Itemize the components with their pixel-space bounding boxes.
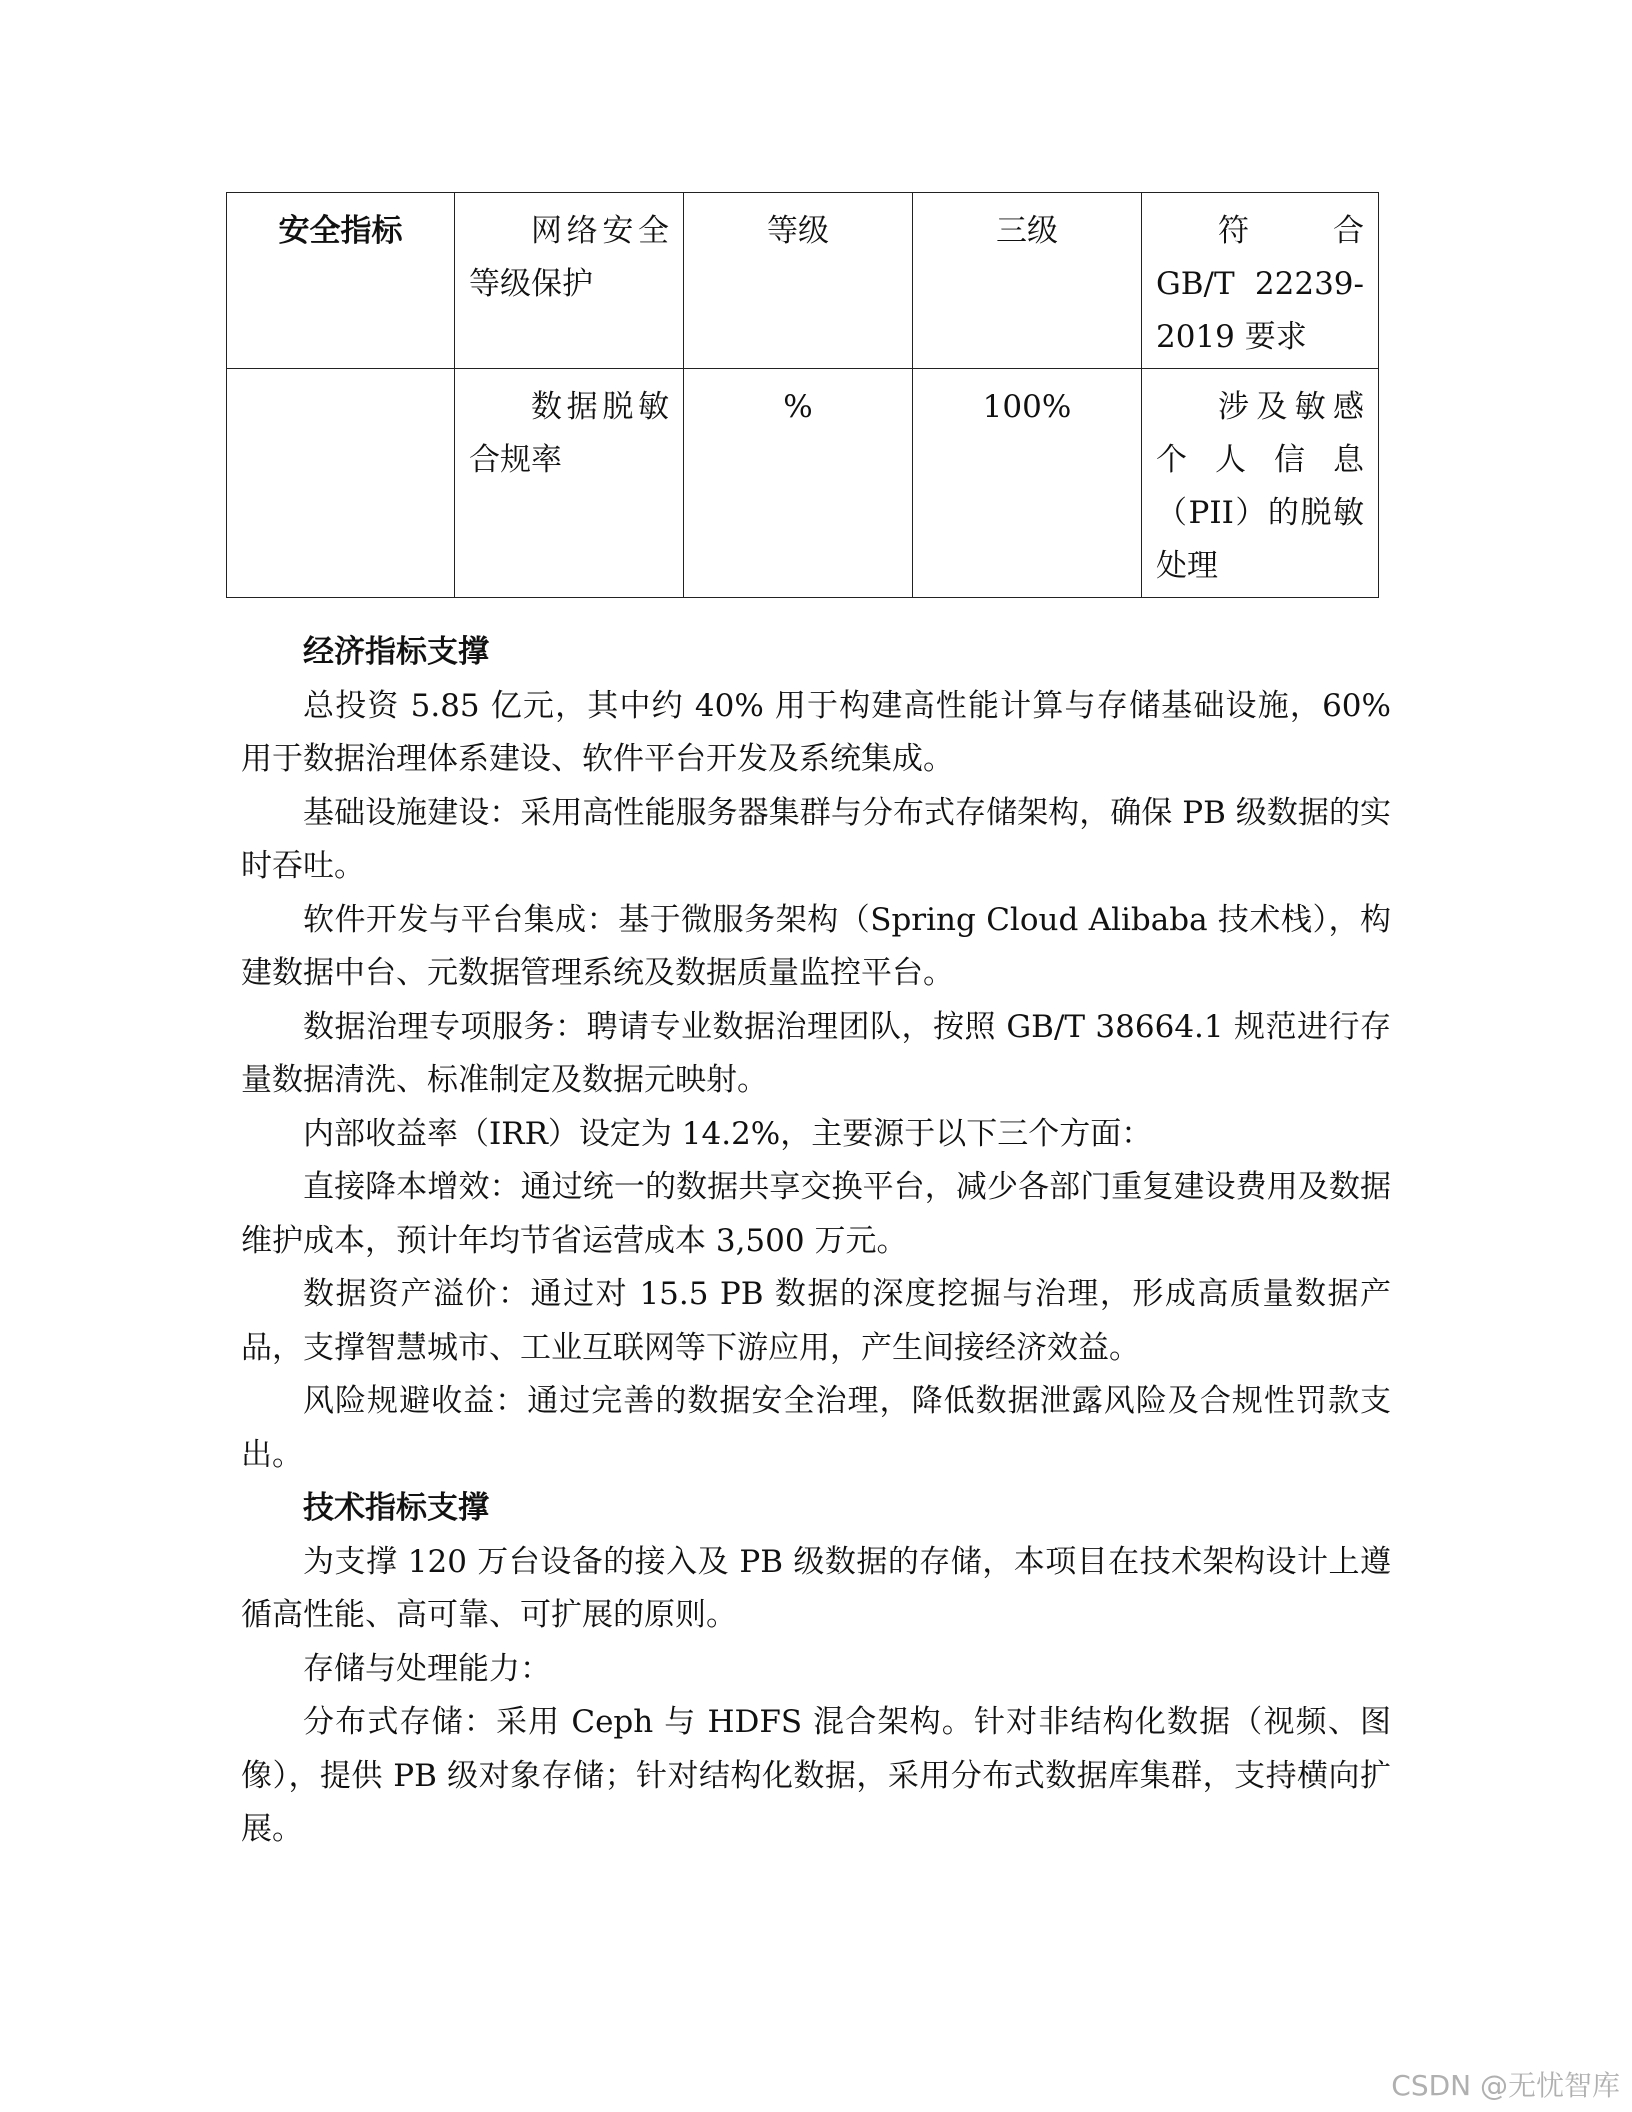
paragraph: 基础设施建设：采用高性能服务器集群与分布式存储架构，确保 PB 级数据的实时吞吐。 [241,794,1391,884]
table-cell-unit: 等级 [684,193,913,369]
table-cell-indicator: 数据脱敏合规率 [455,369,684,598]
paragraph: 存储与处理能力： [303,1650,551,1687]
paragraph: 数据治理专项服务：聘请专业数据治理团队，按照 GB/T 38664.1 规范进行存量数据清洗、标准制定及数据元映射。 [241,1008,1391,1098]
table-row [227,369,1379,598]
table-cell-unit: % [684,369,913,598]
table-cell-note: 涉及敏感个人信息（PII）的脱敏处理 [1142,369,1379,598]
paragraph: 直接降本增效：通过统一的数据共享交换平台，减少各部门重复建设费用及数据维护成本，预计年均节省运营成本 3,500 万元。 [241,1169,1391,1259]
watermark: CSDN @无忧智库 [1391,2069,1620,2102]
document-body [241,626,1391,1857]
table-cell-indicator: 网络安全等级保护 [455,193,684,369]
paragraph: 风险规避收益：通过完善的数据安全治理，降低数据泄露风险及合规性罚款支出。 [241,1383,1391,1473]
table-cell-note: 符合 GB/T 22239-2019 要求 [1142,193,1379,369]
table-cell-category [227,369,455,598]
table-cell-value: 三级 [913,193,1142,369]
paragraph: 为支撑 120 万台设备的接入及 PB 级数据的存储，本项目在技术架构设计上遵循高性能、高可靠、可扩展的原则。 [241,1543,1391,1633]
paragraph: 软件开发与平台集成：基于微服务架构（Spring Cloud Alibaba 技术栈），构建数据中台、元数据管理系统及数据质量监控平台。 [241,901,1391,991]
paragraph: 数据资产溢价：通过对 15.5 PB 数据的深度挖掘与治理，形成高质量数据产品，支撑智慧城市、工业互联网等下游应用，产生间接经济效益。 [241,1276,1391,1366]
section-heading-economic: 经济指标支撑 [303,634,489,670]
table-row [227,193,1379,369]
paragraph: 内部收益率（IRR）设定为 14.2%，主要源于以下三个方面： [303,1115,1153,1152]
paragraph: 总投资 5.85 亿元，其中约 40% 用于构建高性能计算与存储基础设施，60% 用于数据治理体系建设、软件平台开发及系统集成。 [241,687,1391,777]
table-cell-value: 100% [913,369,1142,598]
table-cell-category: 安全指标 [227,193,455,369]
indicator-table [226,192,1379,598]
section-heading-technical: 技术指标支撑 [303,1490,489,1526]
paragraph: 分布式存储：采用 Ceph 与 HDFS 混合架构。针对非结构化数据（视频、图像），提供 PB 级对象存储；针对结构化数据，采用分布式数据库集群，支持横向扩展。 [241,1704,1391,1847]
